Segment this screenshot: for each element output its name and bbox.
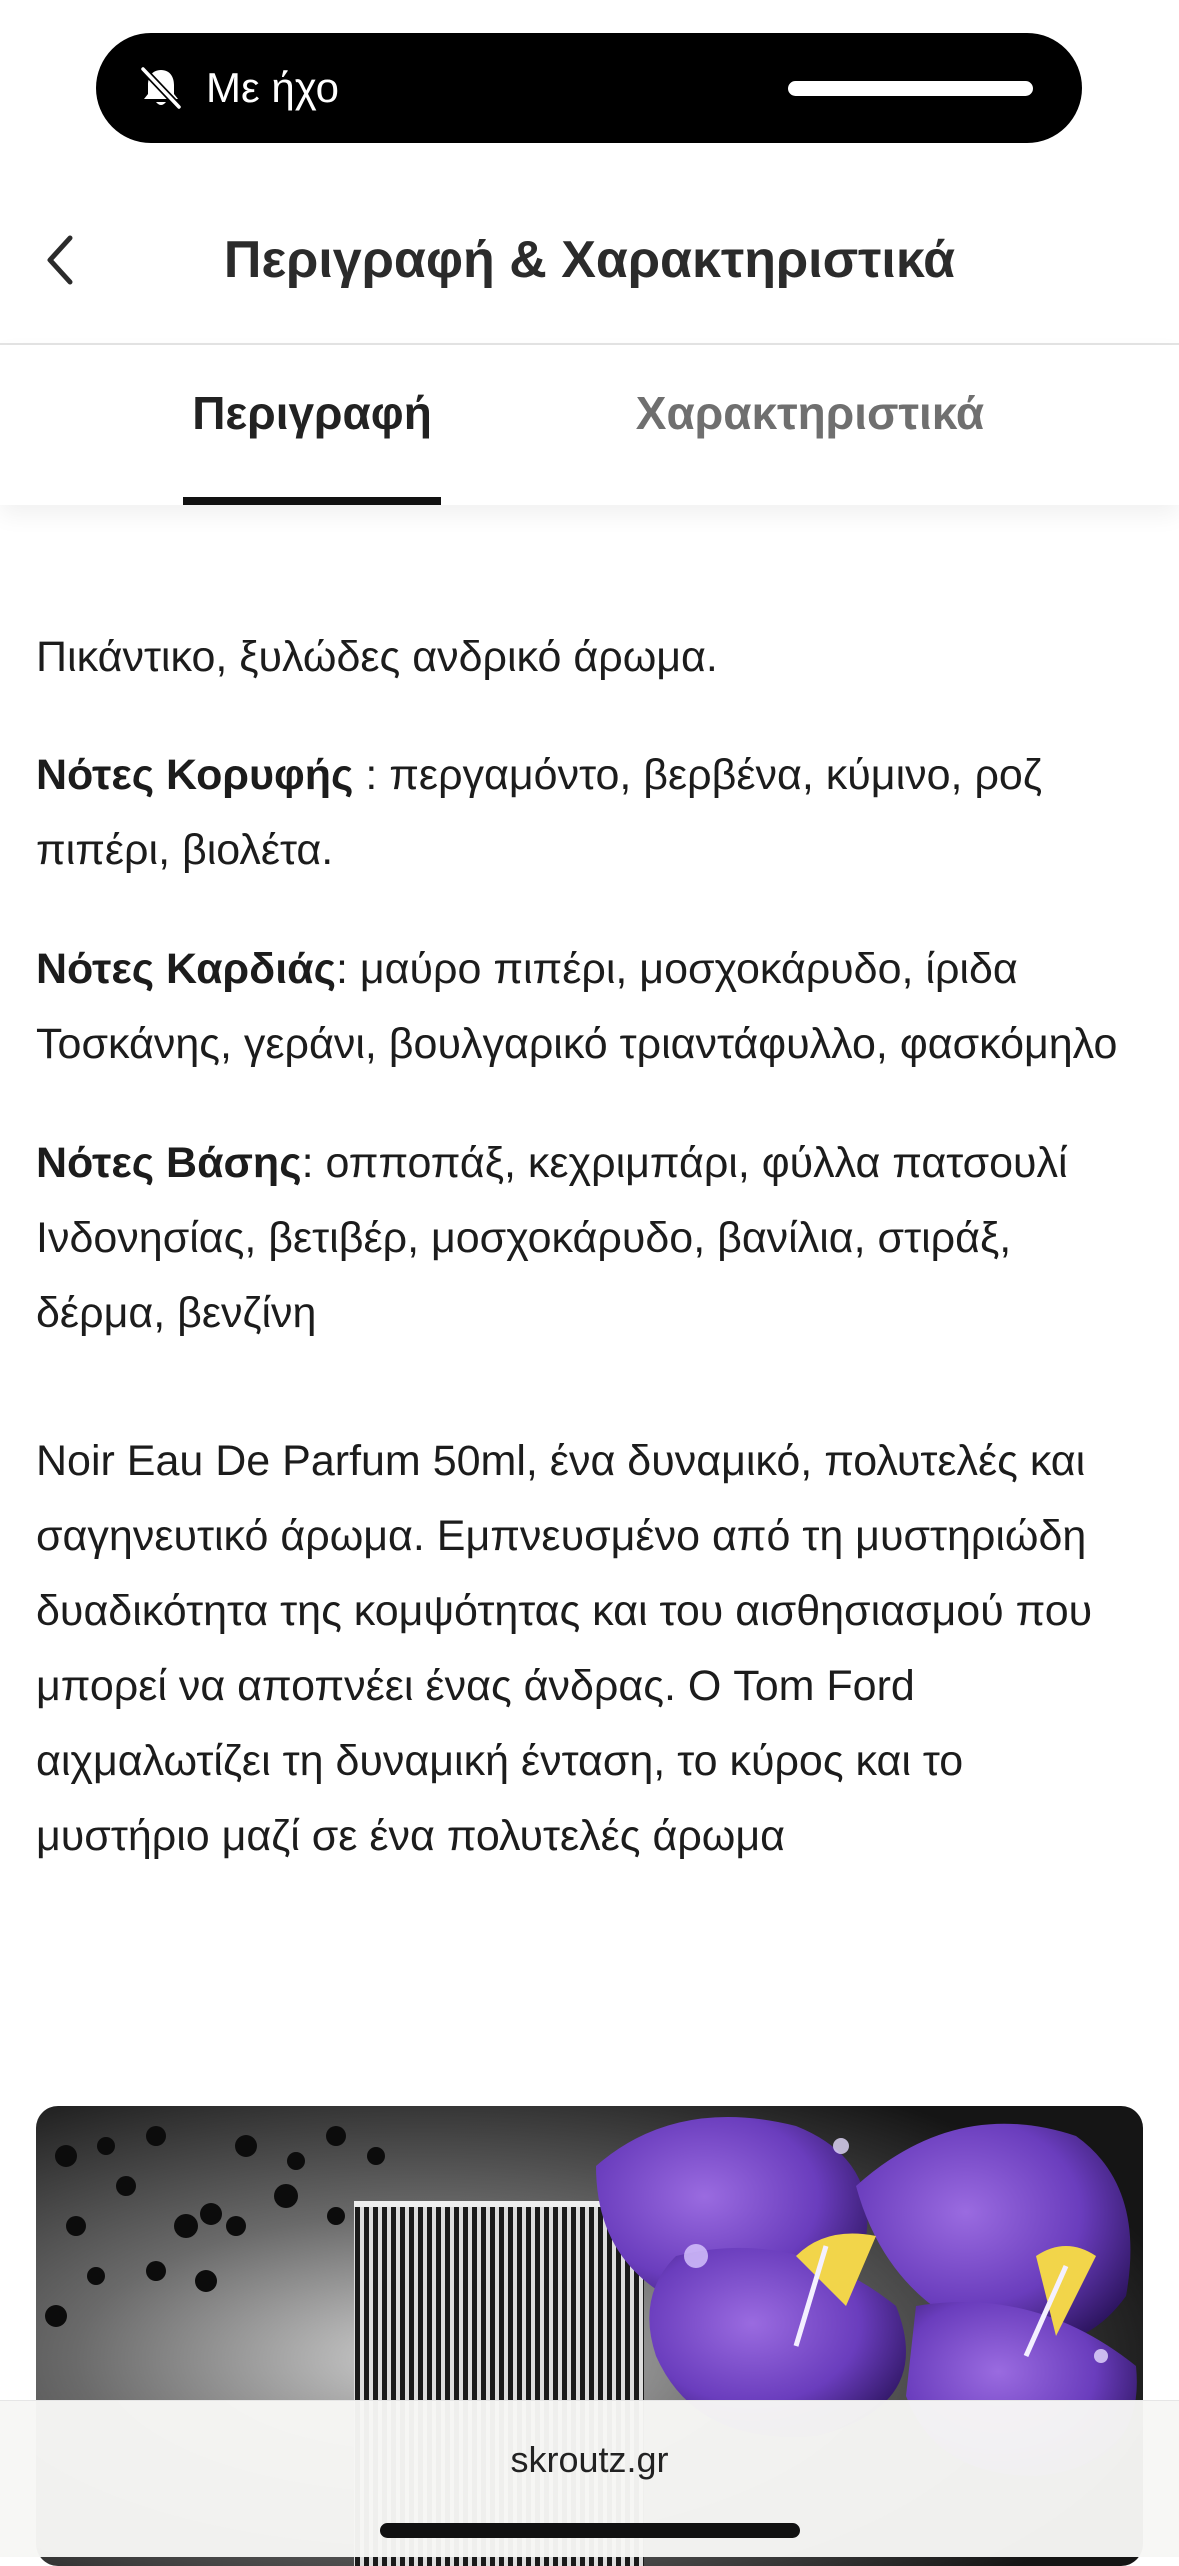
top-notes-text: περγαμόντο, βερβένα, κύμινο, ροζ πιπέρι, βιολέτα. [36, 751, 1042, 874]
page-title: Περιγραφή & Χαρακτηριστικά [223, 231, 956, 289]
base-notes-separator: : [301, 1139, 326, 1187]
heart-notes [36, 932, 1146, 1082]
top-notes-label: Νότες Κορυφής [36, 751, 354, 799]
url-domain[interactable]: skroutz.gr [510, 2439, 669, 2480]
browser-bottom-bar [0, 2400, 1179, 2557]
tab-bar [0, 345, 1179, 505]
silent-mode-banner [96, 33, 1082, 143]
top-notes [36, 738, 1146, 888]
volume-bar [788, 81, 1033, 96]
top-notes-separator: : [353, 751, 390, 799]
heart-notes-text: μαύρο πιπέρι, μοσχοκάρυδο, ίριδα Τοσκάνης, γεράνι, βουλγαρικό τριαντάφυλλο, φασκόμηλο [36, 945, 1118, 1068]
active-tab-indicator [183, 497, 441, 505]
description-intro: Πικάντικο, ξυλώδες ανδρικό άρωμα. [36, 633, 718, 681]
tab-description[interactable]: Περιγραφή [192, 387, 432, 439]
page-header [0, 180, 1179, 345]
base-notes [36, 1126, 1146, 1351]
heart-notes-label: Νότες Καρδιάς [36, 945, 336, 993]
description-content [36, 620, 1146, 1874]
base-notes-label: Νότες Βάσης [36, 1139, 302, 1187]
description-body: Noir Eau De Parfum 50ml, ένα δυναμικό, πολυτελές και σαγηνευτικό άρωμα. Εμπνευσμένο από τη μυστηριώδη δυαδικότητα της κομψότητας και του αισθησιασμού που μπορεί να αποπνέει ένας άνδρας. Ο Tom Ford αιχμαλωτίζει τη δυναμική ένταση, το κύρος και το μυστήριο μαζί σε ένα πολυτελές άρωμα [36, 1437, 1093, 1860]
bell-slash-icon [136, 63, 186, 113]
heart-notes-separator: : [335, 945, 360, 993]
silent-mode-label: Με ήχο [206, 64, 340, 111]
base-notes-text: οπποπάξ, κεχριμπάρι, φύλλα πατσουλί Ινδονησίας, βετιβέρ, μοσχοκάρυδο, βανίλια, στιράξ, δέρμα, βενζίνη [36, 1139, 1068, 1337]
home-indicator[interactable] [380, 2523, 800, 2538]
tab-specifications[interactable]: Χαρακτηριστικά [635, 387, 985, 439]
